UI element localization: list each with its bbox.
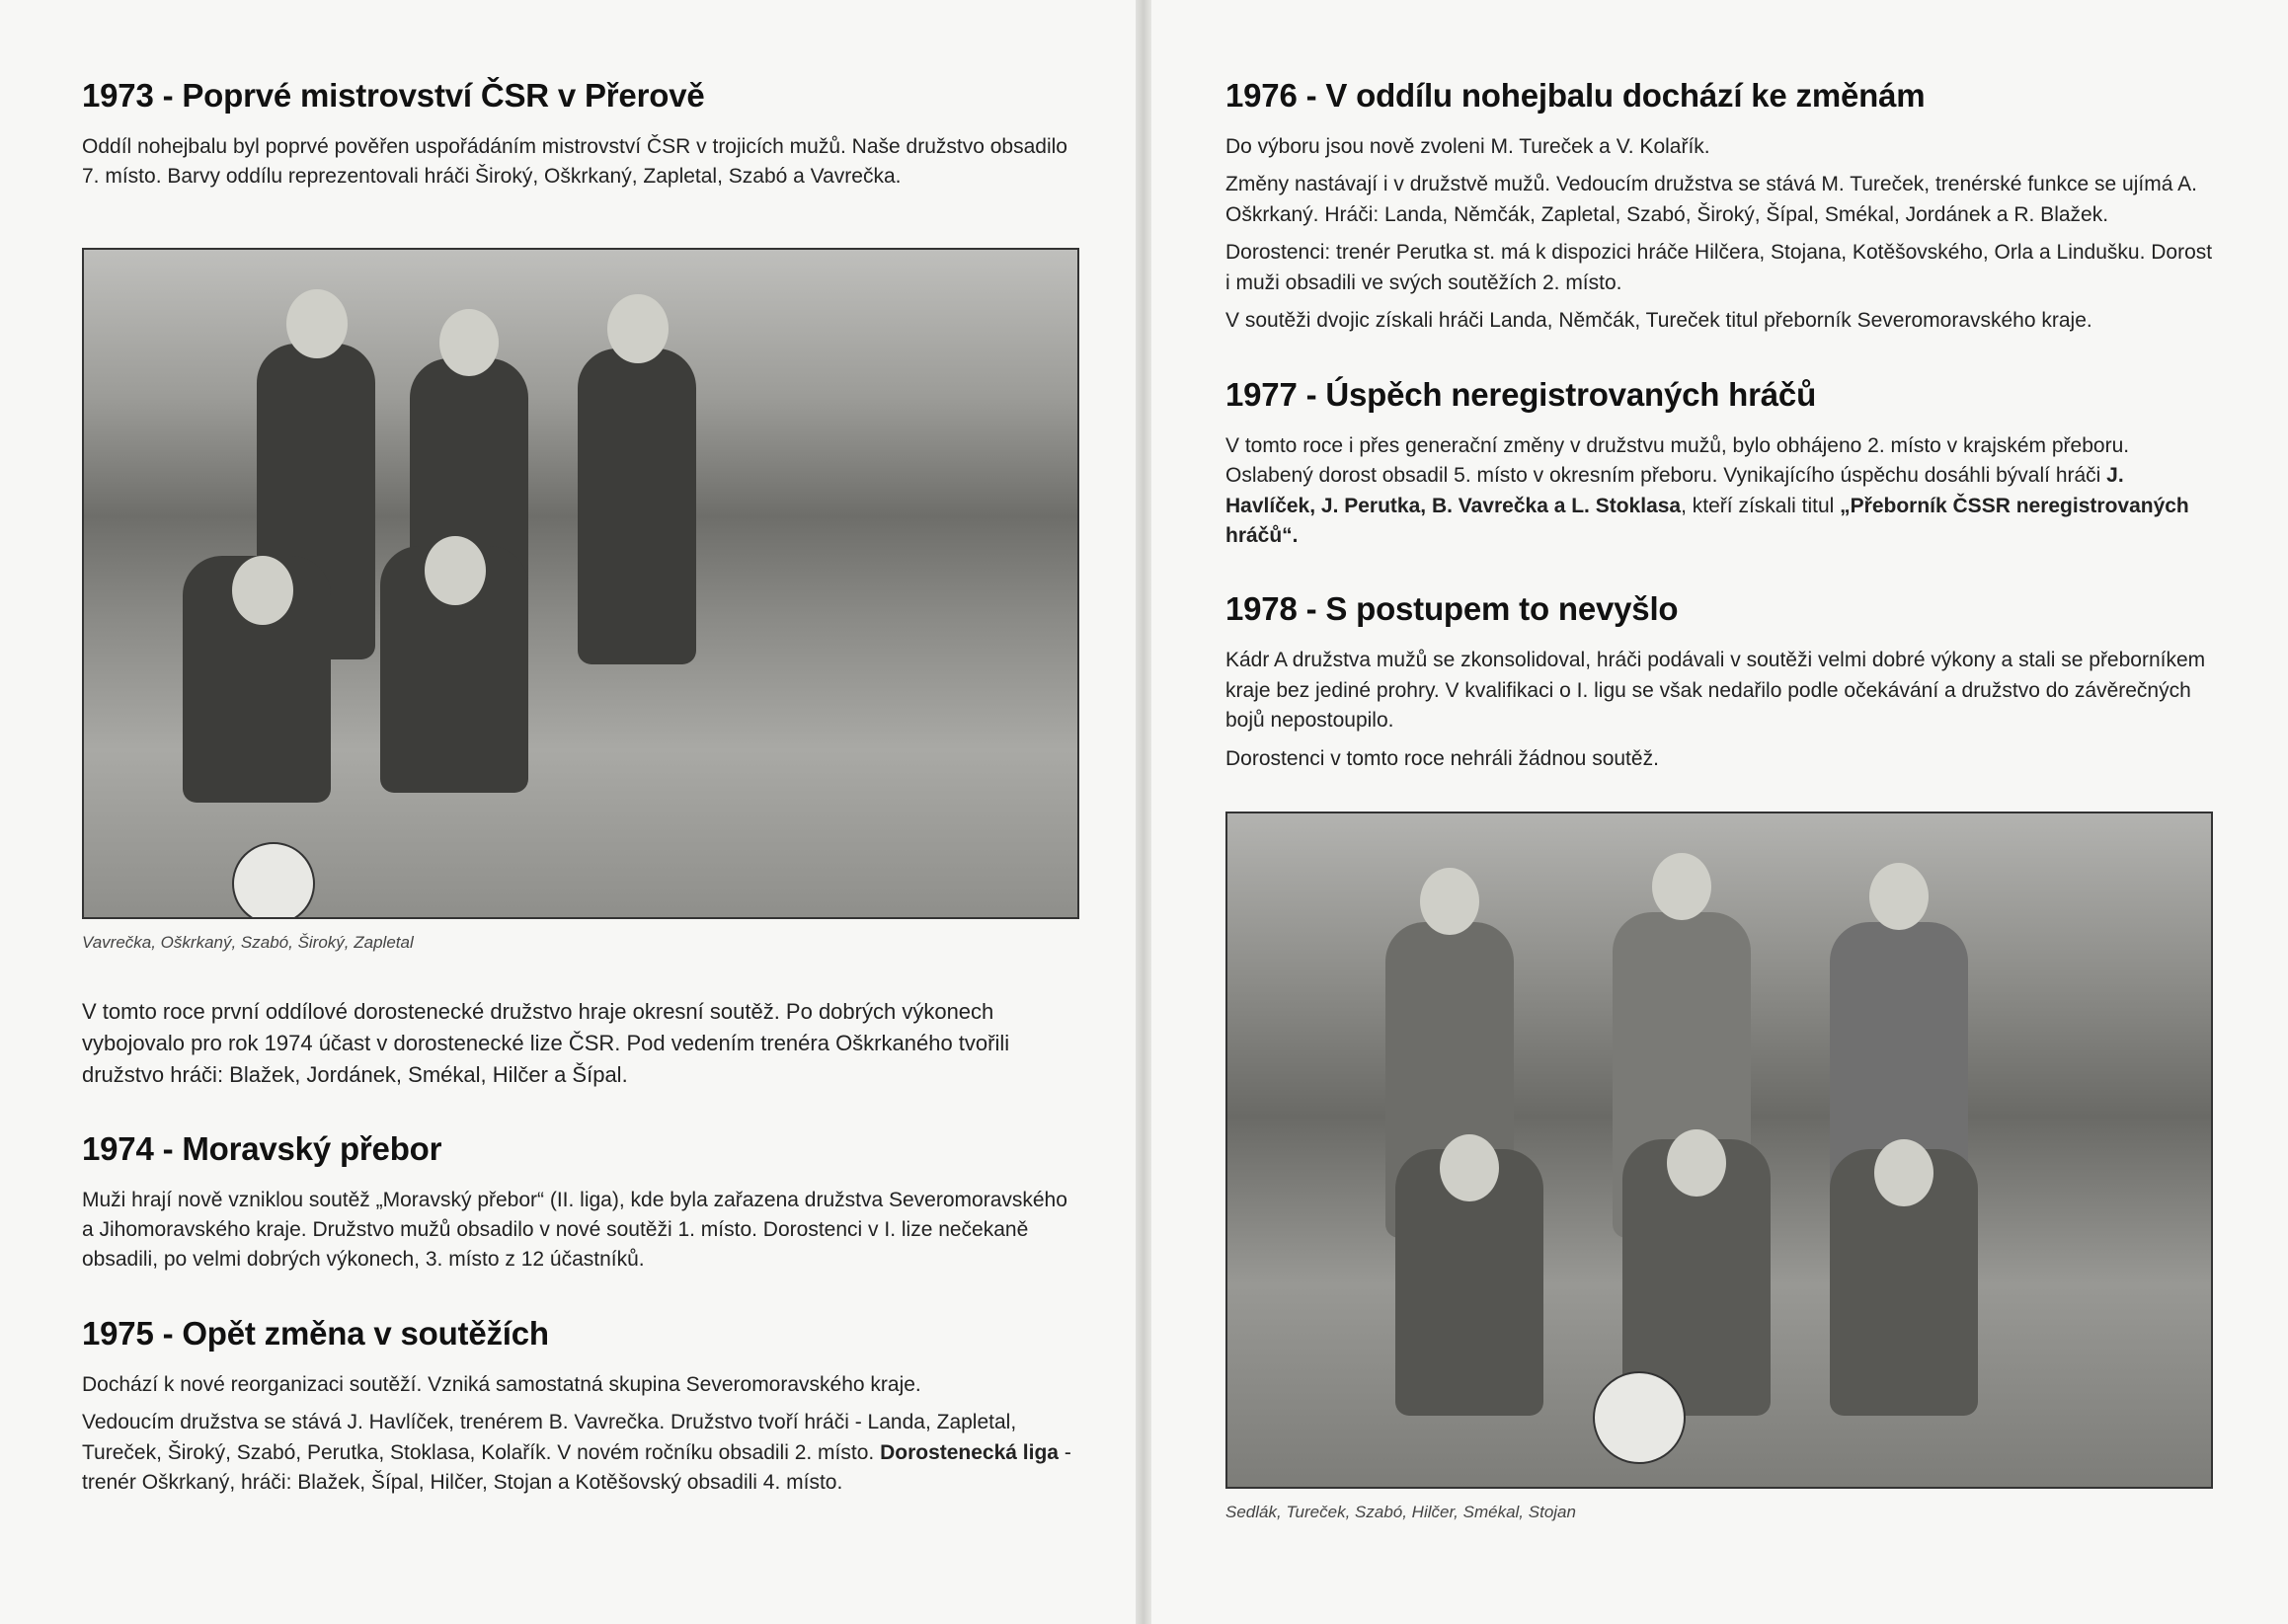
book-gutter — [1136, 0, 1151, 1624]
paragraph-1973-youth: V tomto roce první oddílové dorostenecké družstvo hraje okresní soutěž. Po dobrých výkonech vybojovalo pro rok 1974 účast v dorostenecké lize ČSR. Pod vedením trenéra Oškrkaného tvořili družstvo hráči: Blažek, Jordánek, Smékal, Hilčer a Šípal. — [82, 998, 1010, 1087]
section-1973 — [82, 77, 1076, 1091]
section-1978 — [1225, 590, 2213, 1522]
section-1974 — [82, 1130, 1076, 1276]
heading-1973: 1973 - Poprvé mistrovství ČSR v Přerově — [82, 77, 705, 114]
paragraph-1976-men: Změny nastávají i v družstvě mužů. Vedoucím družstva se stává M. Tureček, trenérské funkce se ujímá A. Oškrkaný. Hráči: Landa, Němčák, Zapletal, Szabó, Široký, Šípal, Smékal, Jordánek a R. Blažek. — [1225, 173, 2197, 226]
team-photo-1978 — [1225, 812, 2213, 1489]
photo-figure — [578, 348, 696, 664]
paragraph-1976-doubles: V soutěži dvojic získali hráči Landa, Němčák, Tureček titul přeborník Severomoravského kraje. — [1225, 309, 2092, 333]
bold-text: J. Havlíček, J. Perutka, B. Vavrečka a L. Stoklasa — [1225, 464, 2124, 517]
photo-head — [1420, 868, 1479, 935]
heading-1975: 1975 - Opět změna v soutěžích — [82, 1314, 549, 1352]
paragraph-1973-intro: Oddíl nohejbalu byl poprvé pověřen uspořádáním mistrovství ČSR v trojicích mužů. Naše družstvo obsadilo 7. místo. Barvy oddílu reprezentovali hráči Široký, Oškrkaný, Zapletal, Szabó a Vavrečka. — [82, 135, 1067, 189]
right-page — [1151, 0, 2288, 1624]
team-photo-1973 — [82, 248, 1079, 919]
left-page — [0, 0, 1136, 1624]
heading-1976: 1976 - V oddílu nohejbalu dochází ke změnám — [1225, 77, 1926, 114]
photo-head — [425, 536, 486, 605]
text-span: V tomto roce i přes generační změny v družstvu mužů, bylo obhájeno 2. místo v krajském přeboru. Oslabený dorost obsadil 5. místo v okresním přeboru. Vynikajícího úspěchu dosáhli bývalí hráči — [1225, 433, 2130, 488]
photo-head — [1874, 1139, 1933, 1206]
paragraph-1976-youth: Dorostenci: trenér Perutka st. má k dispozici hráče Hilčera, Stojana, Kotěšovského, Orla a Lindušku. Dorost i muži obsadili ve svých soutěžích 2. místo. — [1225, 241, 2213, 294]
paragraph-1975-intro: Dochází k nové reorganizaci soutěží. Vzniká samostatná skupina Severomoravského kraje. — [82, 1372, 921, 1396]
photo-head — [607, 294, 669, 363]
section-1977 — [1225, 376, 2213, 552]
caption-1978: Sedlák, Tureček, Szabó, Hilčer, Smékal, Stojan — [1225, 1503, 1576, 1522]
paragraph-1975-team — [82, 1408, 1076, 1498]
paragraph-1978-men: Kádr A družstva mužů se zkonsolidoval, hráči podávali v soutěži velmi dobré výkony a stali se přeborníkem kraje bez jediné prohry. V kvalifikaci o I. ligu se však nedařilo podle očekávání a družstvo do závěrečných bojů nepostoupilo. — [1225, 649, 2206, 733]
photo-head — [1652, 853, 1711, 920]
bold-text: Dorostenecká liga — [880, 1440, 1059, 1464]
photo-head — [1667, 1129, 1726, 1197]
paragraph-1976-committee: Do výboru jsou nově zvoleni M. Tureček a V. Kolařík. — [1225, 135, 1710, 158]
paragraph-1978-youth: Dorostenci v tomto roce nehráli žádnou soutěž. — [1225, 746, 1659, 770]
caption-1973: Vavrečka, Oškrkaný, Szabó, Široký, Zapletal — [82, 932, 414, 952]
photo-ball — [1593, 1371, 1686, 1464]
left-column — [82, 77, 1076, 1538]
text-span: , kteří získali titul — [1681, 494, 1841, 517]
paragraph-1977 — [1225, 431, 2213, 552]
photo-head — [1869, 863, 1929, 930]
heading-1974: 1974 - Moravský přebor — [82, 1129, 442, 1167]
right-column — [1225, 77, 2213, 1566]
photo-head — [232, 556, 293, 625]
text-span: - trenér Oškrkaný, hráči: Blažek, Šípal, Hilčer, Stojan a Kotěšovský obsadili 4. místo. — [82, 1440, 1071, 1495]
photo-head — [1440, 1134, 1499, 1201]
text-span: Vedoucím družstva se stává J. Havlíček, trenérem B. Vavrečka. Družstvo tvoří hráči - Landa, Zapletal, Tureček, Široký, Szabó, Perutka, Stoklasa, Kolařík. V novém ročníku obsadili 2. místo. — [82, 1411, 1017, 1464]
bold-text: „Přeborník ČSSR neregistrovaných hráčů“. — [1225, 494, 2189, 547]
section-1976 — [1225, 77, 2213, 337]
section-1975 — [82, 1315, 1076, 1499]
photo-ball — [232, 842, 315, 919]
heading-1978: 1978 - S postupem to nevyšlo — [1225, 590, 1679, 628]
paragraph-1974: Muži hrají nově vzniklou soutěž „Moravský přebor“ (II. liga), kde byla zařazena družstva Severomoravského a Jihomoravského kraje. Družstvo mužů obsadilo v nové soutěži 1. místo. Dorostenci v I. lize nečekaně obsadili, po velmi dobrých výkonech, 3. místo z 12 účastníků. — [82, 1188, 1067, 1272]
photo-head — [439, 309, 499, 376]
photo-head — [286, 289, 348, 358]
heading-1977: 1977 - Úspěch neregistrovaných hráčů — [1225, 375, 1817, 413]
